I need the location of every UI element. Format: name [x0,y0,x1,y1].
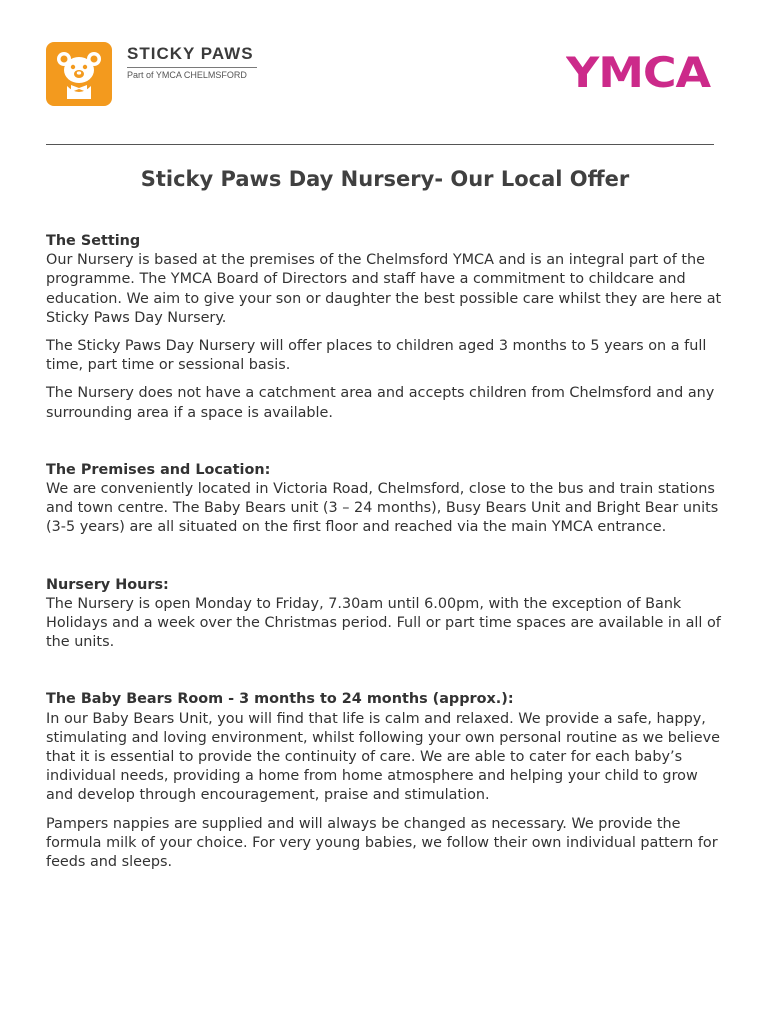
section-heading-premises: The Premises and Location: [46,461,271,478]
brand-subtitle: Part of YMCA CHELMSFORD [127,70,247,80]
paragraph: In our Baby Bears Unit, you will find that life is calm and relaxed. We provide a safe, happy, stimulating and loving environment, whilst following your own personal routine as we believe that it is essential to provide the continuity of care. We are able to cater for each baby’s individual needs, providing a home from home atmosphere and helping your child to grow and develop through encouragement, praise and stimulation. [46,710,720,804]
paragraph: Pampers nappies are supplied and will always be changed as necessary. We provide the formula milk of your choice. For very young babies, we follow their own individual pattern for feeds and sleeps. [46,815,718,871]
section-heading-baby-bears: The Baby Bears Room - 3 months to 24 months (approx.): [46,691,514,708]
paragraph: The Nursery is open Monday to Friday, 7.30am until 6.00pm, with the exception of Bank Holidays and a week over the Christmas period. Full or part time spaces are available in all of the units. [46,595,721,651]
document-body [46,232,726,872]
ymca-logo-text: YMCA [566,49,712,91]
sticky-paws-logo [46,42,257,106]
paragraph: We are conveniently located in Victoria Road, Chelmsford, close to the bus and train stations and town centre. The Baby Bears unit (3 – 24 months), Busy Bears Unit and Bright Bear units (3-5 years) are all situated on the first floor and reached via the main YMCA entrance. [46,481,719,536]
header-divider [46,144,714,145]
bear-icon [46,42,112,106]
paragraph: Our Nursery is based at the premises of the Chelmsford YMCA and is an integral part of the programme. The YMCA Board of Directors and staff have a commitment to childcare and education. We aim to give your son or daughter the best possible care whilst they are here at Sticky Paws Day Nursery. [46,252,722,326]
ymca-logo [566,49,712,95]
paragraph: The Sticky Paws Day Nursery will offer places to children aged 3 months to 5 years on a full time, part time or sessional basis. [46,338,707,374]
brand-divider [127,67,257,68]
section-heading-setting: The Setting [46,233,141,249]
page-title: Sticky Paws Day Nursery- Our Local Offer [140,167,630,191]
section-heading-hours: Nursery Hours: [46,576,169,593]
paragraph: The Nursery does not have a catchment area and accepts children from Chelmsford and any surrounding area if a space is available. [46,385,715,421]
brand-name: STICKY PAWS [127,44,254,63]
